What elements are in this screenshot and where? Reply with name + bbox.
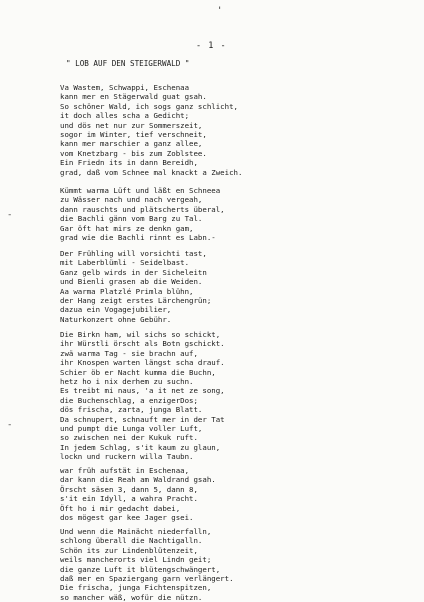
verse-line: die ganze Luft it blütengschwängert,	[60, 564, 221, 574]
verse-line: und pumpt die Lunga voller Luft,	[60, 424, 203, 434]
verse-line: die Bachli gänn vom Barg zu Tal.	[60, 214, 203, 224]
verse-line: kann mer marschier a ganz allee,	[60, 139, 203, 149]
verse-line: Naturkonzert ohne Gebühr.	[60, 314, 172, 324]
verse-line: mit Laberblümli - Seidelbast.	[60, 258, 190, 268]
stanza-1	[60, 83, 242, 177]
verse-line: grad, daß vom Schnee mal knackt a Zweich.	[60, 167, 243, 177]
verse-line: Schier öb er Nacht kumma die Buchn,	[60, 367, 216, 377]
verse-line: sogor im Winter, tief verschneit,	[60, 130, 207, 140]
verse-line: Und wenn die Mainächt niederfalln,	[60, 527, 212, 536]
verse-line: ihr Knospen warten längst scha drauf.	[60, 358, 225, 368]
verse-line: und dös net nur zur Sommerszeit,	[60, 120, 203, 130]
verse-line: Ganz gelb wirds in der Sicheleitn	[60, 267, 207, 277]
verse-line: Die frischa, junga Fichtenspitzen,	[60, 583, 212, 593]
verse-line: war früh aufstät in Eschenaa,	[60, 466, 190, 475]
margin-mark: -	[7, 210, 13, 220]
verse-line: Öft ho i mir gedacht dabei,	[60, 503, 181, 513]
verse-line: lockn und ruckern willa Taubn.	[60, 452, 194, 462]
verse-line: vom Knetzbarg - bis zum Zoblstee.	[60, 148, 207, 158]
verse-line: Va Wastem, Schwappi, Eschenaa	[60, 83, 190, 92]
page-title: " LOB AUF DEN STEIGERWALD "	[66, 59, 190, 68]
verse-line: dar kann die Reah am Waldrand gsah.	[60, 475, 216, 485]
verse-line: zu Wässer nach und nach vergeah,	[60, 195, 203, 205]
verse-line: In jedem Schlag, s'it kaum zu glaun,	[60, 442, 221, 452]
verse-line: dös frischa, zarta, junga Blatt.	[60, 405, 203, 415]
verse-line: Ein Friedn its in dann Bereidh,	[60, 158, 198, 168]
verse-line: dann rauschts und plätscherts überal,	[60, 204, 225, 214]
stanza-3	[60, 249, 211, 324]
verse-line: ihr Würstli örscht als Botn gschickt.	[60, 339, 225, 349]
verse-line: dos mögest gar kee Jager gsei.	[60, 513, 194, 523]
verse-line: kann mer en Stägerwald guat gsah.	[60, 92, 207, 102]
verse-line: daß mer en Spaziergang garn verlängert.	[60, 574, 234, 584]
verse-line: So schöner Wald, ich sogs ganz schlicht,	[60, 101, 238, 111]
margin-mark: -	[7, 420, 13, 430]
verse-line: it doch alles scha a Gedicht;	[60, 111, 190, 121]
verse-line: die Buchenschlag, a enzigerDos;	[60, 395, 198, 405]
verse-line: dazua ein Vogagejubilier,	[60, 305, 172, 315]
verse-line: Da schnupert, schnauft mer in der Tat	[60, 414, 225, 424]
stanza-5	[60, 466, 216, 522]
verse-line: schlong überall die Nachtigalln.	[60, 536, 203, 546]
top-mark: '	[217, 6, 223, 16]
stanza-6	[60, 527, 234, 602]
verse-line: hetz ho i nix derhem zu suchn.	[60, 377, 194, 387]
verse-line: so zwischen nei der Kukuk ruft.	[60, 433, 198, 443]
verse-line: Kümmt warma Lüft und läßt en Schneea	[60, 186, 221, 195]
verse-line: Gar öft hat mirs ze denkn gam,	[60, 223, 194, 233]
page-number: - 1 -	[196, 41, 227, 51]
verse-line: Es treibt mi naus, 'a it net ze song,	[60, 386, 225, 396]
verse-line: Örscht säsen 3, dann 5, dann 8,	[60, 484, 198, 494]
stanza-4	[60, 330, 225, 462]
verse-line: weils mancherorts viel Lindn geit;	[60, 555, 212, 565]
verse-line: Schön its zur Lindenblütenzeit,	[60, 545, 198, 555]
verse-line: Die Birkn ham, wil sichs so schickt,	[60, 330, 221, 339]
verse-line: der Hang zeigt erstes Lärchengrün;	[60, 296, 212, 306]
verse-line: und Bienli grasen ab die Weiden.	[60, 277, 203, 287]
verse-line: grad wie die Bachli rinnt es Labn.-	[60, 233, 216, 243]
verse-line: zwä warma Tag - sie brachn auf,	[60, 348, 198, 358]
stanza-2	[60, 186, 225, 242]
verse-line: so mancher wäß, wofür die nützn.	[60, 592, 203, 602]
verse-line: Der Frühling will vorsichti tast,	[60, 249, 207, 258]
verse-line: Aa warma Platzlé Primla blühn,	[60, 286, 194, 296]
verse-line: s'it ein Idyll, a wahra Pracht.	[60, 494, 198, 504]
